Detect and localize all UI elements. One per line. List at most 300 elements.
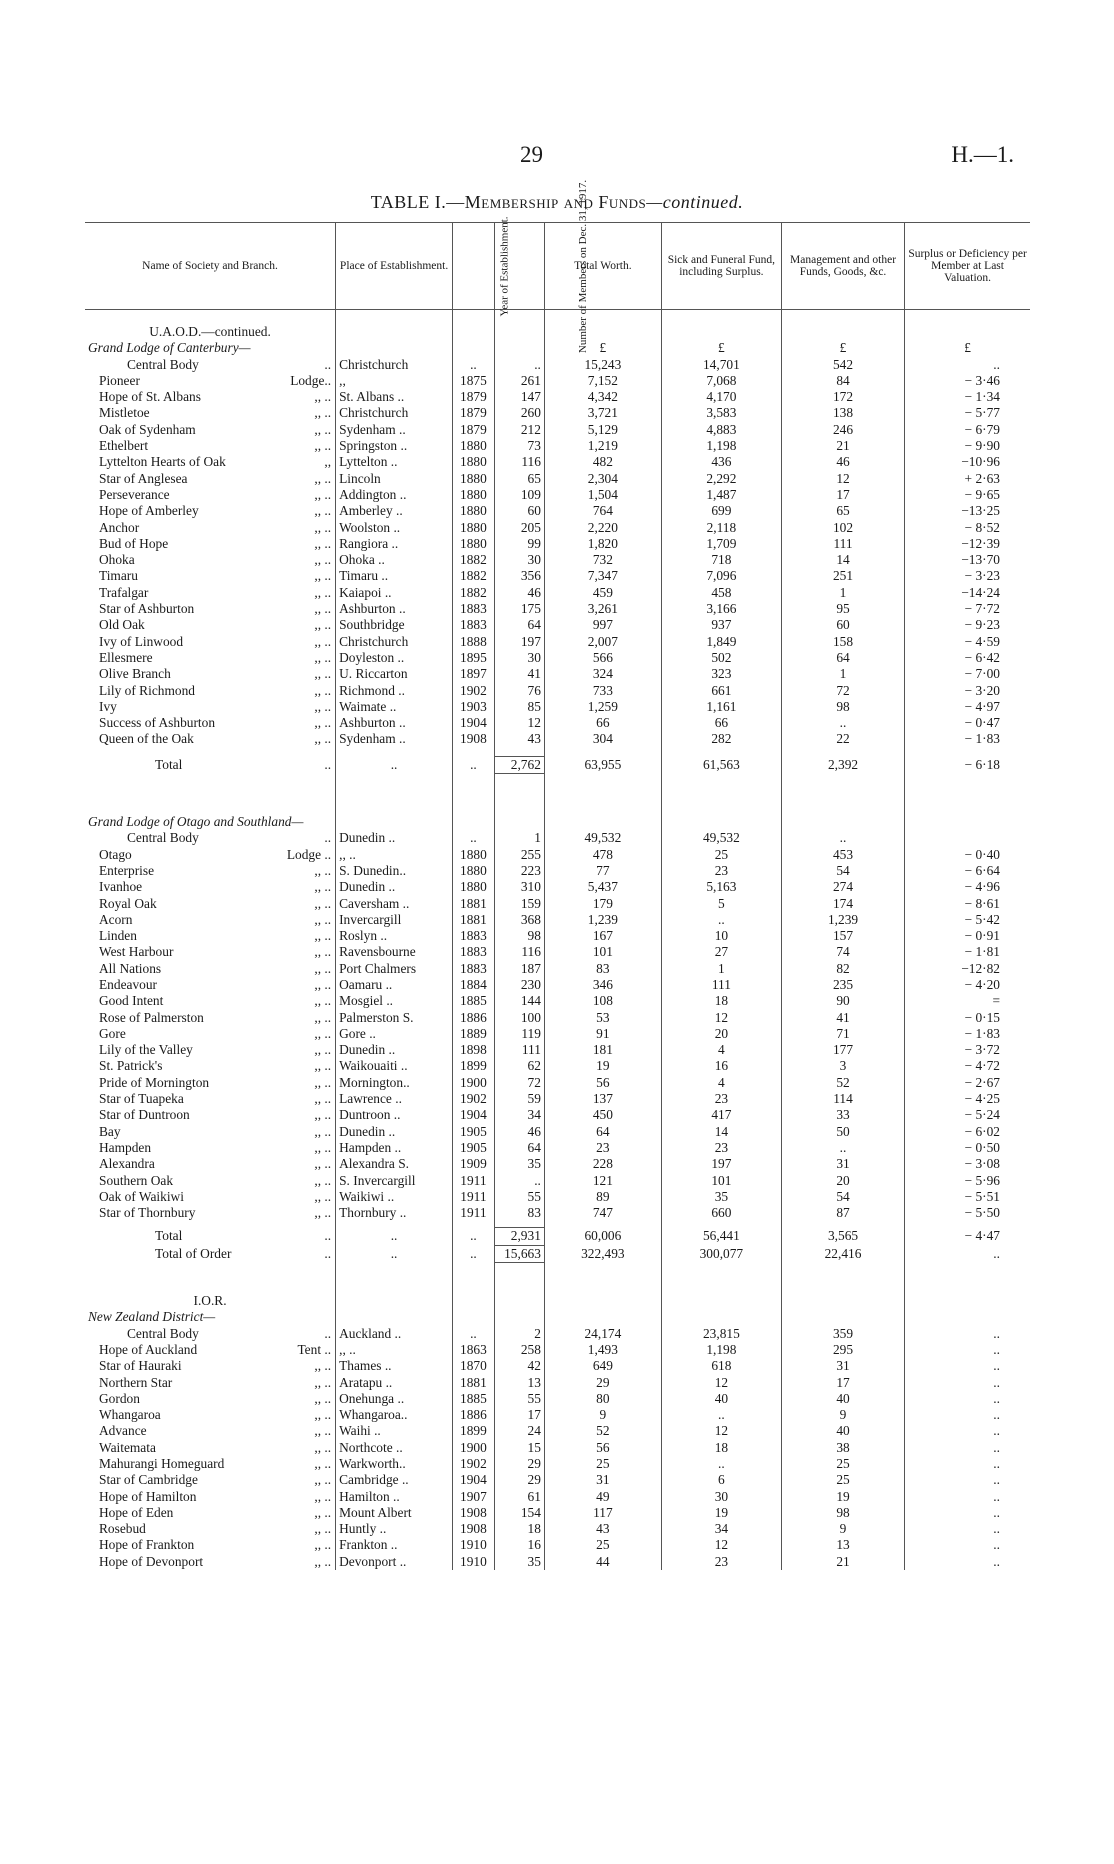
table-row xyxy=(85,1505,1030,1521)
cell-sick: .. xyxy=(661,1456,781,1472)
table-row xyxy=(85,1407,1030,1423)
branch-name-text: Northern Star xyxy=(99,1374,173,1390)
spacer-cell xyxy=(781,1263,904,1294)
total-surplus: .. xyxy=(905,1245,1030,1262)
branch-name xyxy=(85,422,336,438)
cell-surplus: − 7·72 xyxy=(905,601,1030,617)
cell-sick: 12 xyxy=(661,1375,781,1391)
cell-worth: 15,243 xyxy=(544,357,661,373)
order-heading: I.O.R. xyxy=(193,1293,227,1309)
branch-name xyxy=(85,1554,336,1570)
empty-cell xyxy=(661,324,781,340)
branch-name-text: Anchor xyxy=(99,519,140,535)
cell-surplus: − 3·46 xyxy=(905,373,1030,389)
page-number: 29 xyxy=(520,142,543,167)
cell-year: 1870 xyxy=(453,1358,495,1374)
empty-cell xyxy=(494,1309,544,1325)
table-row xyxy=(85,993,1030,1009)
branch-name xyxy=(85,405,336,421)
cell-mgmt: 102 xyxy=(781,520,904,536)
cell-worth: 1,239 xyxy=(544,912,661,928)
cell-place: Lyttelton .. xyxy=(336,454,453,470)
cell-worth: 1,493 xyxy=(544,1342,661,1358)
branch-name xyxy=(85,536,336,552)
cell-place: Onehunga .. xyxy=(336,1391,453,1407)
branch-name xyxy=(85,863,336,879)
cell-worth: 747 xyxy=(544,1205,661,1221)
cell-worth: 764 xyxy=(544,503,661,519)
empty-cell xyxy=(336,814,453,830)
cell-place: Devonport .. xyxy=(336,1554,453,1570)
cell-place: Lawrence .. xyxy=(336,1091,453,1107)
table-row xyxy=(85,1058,1030,1074)
cell-sick: 4,883 xyxy=(661,422,781,438)
branch-name-text: Mistletoe xyxy=(99,405,150,421)
cell-surplus: − 4·96 xyxy=(905,879,1030,895)
branch-suffix: ,, .. xyxy=(314,731,332,747)
branch-suffix: ,, .. xyxy=(314,486,332,502)
empty-cell xyxy=(544,324,661,340)
branch-name-text: Pride of Mornington xyxy=(99,1074,210,1090)
cell-mgmt: 9 xyxy=(781,1521,904,1537)
cell-members: 35 xyxy=(494,1156,544,1172)
cell-sick: 718 xyxy=(661,552,781,568)
cell-place: Thames .. xyxy=(336,1358,453,1374)
cell-mgmt: 1 xyxy=(781,585,904,601)
cell-surplus: − 5·24 xyxy=(905,1107,1030,1123)
cell-mgmt: 22 xyxy=(781,731,904,747)
spacer-cell xyxy=(781,310,904,325)
branch-name-text: Star of Tuapeka xyxy=(99,1091,184,1107)
cell-worth: 732 xyxy=(544,552,661,568)
cell-mgmt: 17 xyxy=(781,487,904,503)
cell-place: Roslyn .. xyxy=(336,928,453,944)
total-sick: 300,077 xyxy=(661,1245,781,1262)
branch-name-text: Ivy of Linwood xyxy=(99,633,184,649)
branch-name xyxy=(85,1042,336,1058)
spacer-cell xyxy=(544,1263,661,1294)
branch-name-text: All Nations xyxy=(99,960,162,976)
spacer-row xyxy=(85,774,1030,815)
empty-cell xyxy=(453,1309,495,1325)
total-dots: .. xyxy=(324,1228,332,1244)
branch-suffix: ,, .. xyxy=(314,1058,332,1074)
cell-surplus: − 9·65 xyxy=(905,487,1030,503)
table-row xyxy=(85,552,1030,568)
cell-mgmt: 84 xyxy=(781,373,904,389)
table-row xyxy=(85,389,1030,405)
cell-surplus: − 4·20 xyxy=(905,977,1030,993)
branch-suffix: ,, .. xyxy=(314,976,332,992)
branch-name-text: Star of Anglesea xyxy=(99,470,188,486)
cell-members: 64 xyxy=(494,617,544,633)
empty-cell xyxy=(336,324,453,340)
branch-name-text: Bay xyxy=(99,1123,121,1139)
cell-year: 1880 xyxy=(453,454,495,470)
cell-surplus: .. xyxy=(905,1489,1030,1505)
branch-suffix: ,, .. xyxy=(314,1156,332,1172)
cell-members: 99 xyxy=(494,536,544,552)
table-row xyxy=(85,1026,1030,1042)
cell-mgmt: 25 xyxy=(781,1472,904,1488)
cell-place: Mornington.. xyxy=(336,1075,453,1091)
cell-members: 83 xyxy=(494,1205,544,1221)
document-reference: H.—1. xyxy=(951,142,1014,167)
branch-name-text: Star of Duntroon xyxy=(99,1107,190,1123)
branch-suffix: .. xyxy=(324,356,332,372)
cell-mgmt: 157 xyxy=(781,928,904,944)
cell-place: Doyleston .. xyxy=(336,650,453,666)
spacer-cell xyxy=(661,1263,781,1294)
cell-members: 258 xyxy=(494,1342,544,1358)
cell-year: 1911 xyxy=(453,1173,495,1189)
cell-worth: 997 xyxy=(544,617,661,633)
cell-year: 1911 xyxy=(453,1189,495,1205)
branch-name xyxy=(85,552,336,568)
branch-name xyxy=(85,912,336,928)
branch-name-text: Advance xyxy=(99,1423,147,1439)
cell-place: Invercargill xyxy=(336,912,453,928)
cell-sick: 6 xyxy=(661,1472,781,1488)
cell-mgmt: 95 xyxy=(781,601,904,617)
branch-name-text: Enterprise xyxy=(99,862,155,878)
cell-worth: 108 xyxy=(544,993,661,1009)
district-heading-row xyxy=(85,1309,1030,1325)
cell-place: Huntly .. xyxy=(336,1521,453,1537)
branch-suffix: ,, .. xyxy=(314,1009,332,1025)
cell-members: 159 xyxy=(494,896,544,912)
cell-members: 116 xyxy=(494,944,544,960)
cell-year: 1880 xyxy=(453,863,495,879)
cell-year: 1908 xyxy=(453,1505,495,1521)
cell-year: 1880 xyxy=(453,879,495,895)
branch-name xyxy=(85,389,336,405)
cell-sick: 20 xyxy=(661,1026,781,1042)
cell-members: 356 xyxy=(494,568,544,584)
cell-mgmt: 72 xyxy=(781,683,904,699)
cell-mgmt: 20 xyxy=(781,1173,904,1189)
cell-sick: 111 xyxy=(661,977,781,993)
cell-place: Waikiwi .. xyxy=(336,1189,453,1205)
branch-name xyxy=(85,1472,336,1488)
branch-name-text: Linden xyxy=(99,928,137,944)
cell-worth: 2,304 xyxy=(544,471,661,487)
branch-suffix: .. xyxy=(324,1325,332,1341)
branch-name-text: Oak of Waikiwi xyxy=(99,1188,184,1204)
cell-mgmt: 41 xyxy=(781,1010,904,1026)
table-row xyxy=(85,422,1030,438)
cell-surplus: .. xyxy=(905,1521,1030,1537)
branch-name xyxy=(85,1391,336,1407)
branch-name-text: Queen of the Oak xyxy=(99,731,194,747)
cell-worth: 2,007 xyxy=(544,634,661,650)
empty-cell xyxy=(453,340,495,356)
cell-place: Warkworth.. xyxy=(336,1456,453,1472)
table-row xyxy=(85,1326,1030,1342)
branch-name xyxy=(85,454,336,470)
cell-surplus: − 0·47 xyxy=(905,715,1030,731)
branch-suffix: ,, .. xyxy=(314,911,332,927)
cell-members: 35 xyxy=(494,1554,544,1570)
cell-place: Amberley .. xyxy=(336,503,453,519)
col-header-sick: Sick and Funeral Fund, including Surplus. xyxy=(661,223,781,310)
title-caps: Membership and Funds xyxy=(464,192,647,212)
total-dots: .. xyxy=(324,1245,332,1261)
cell-mgmt: 71 xyxy=(781,1026,904,1042)
branch-suffix: ,, .. xyxy=(314,649,332,665)
cell-mgmt: 40 xyxy=(781,1423,904,1439)
cell-mgmt: 9 xyxy=(781,1407,904,1423)
cell-year: 1911 xyxy=(453,1205,495,1221)
cell-surplus: − 5·42 xyxy=(905,912,1030,928)
cell-year: 1905 xyxy=(453,1124,495,1140)
table-row xyxy=(85,1091,1030,1107)
total-mgmt: 22,416 xyxy=(781,1245,904,1262)
lodge-heading: Grand Lodge of Otago and Southland— xyxy=(88,814,304,830)
cell-worth: 304 xyxy=(544,731,661,747)
branch-name xyxy=(85,1407,336,1423)
cell-worth: 64 xyxy=(544,1124,661,1140)
branch-suffix: ,, .. xyxy=(314,715,332,731)
cell-mgmt: 235 xyxy=(781,977,904,993)
cell-mgmt: 90 xyxy=(781,993,904,1009)
cell-mgmt: 21 xyxy=(781,1554,904,1570)
cell-place: Ravensbourne xyxy=(336,944,453,960)
branch-suffix: ,, .. xyxy=(314,1091,332,1107)
branch-suffix: ,, .. xyxy=(314,1042,332,1058)
cell-place: Timaru .. xyxy=(336,568,453,584)
branch-name xyxy=(85,1058,336,1074)
cell-sick: 49,532 xyxy=(661,830,781,846)
cell-sick: 5 xyxy=(661,896,781,912)
cell-surplus: − 0·91 xyxy=(905,928,1030,944)
empty-cell xyxy=(544,1309,661,1325)
cell-year: 1904 xyxy=(453,1472,495,1488)
table-row xyxy=(85,863,1030,879)
cell-surplus: − 4·97 xyxy=(905,699,1030,715)
cell-members: 116 xyxy=(494,454,544,470)
cell-sick: 1,709 xyxy=(661,536,781,552)
spacer-cell xyxy=(905,310,1030,325)
cell-year: 1900 xyxy=(453,1440,495,1456)
cell-year: 1909 xyxy=(453,1156,495,1172)
cell-members: .. xyxy=(494,357,544,373)
cell-members: 187 xyxy=(494,961,544,977)
cell-surplus: − 3·08 xyxy=(905,1156,1030,1172)
branch-name-text: Lyttelton Hearts of Oak xyxy=(99,454,226,470)
branch-name-text: Timaru xyxy=(99,568,138,584)
empty-cell xyxy=(494,340,544,356)
branch-suffix: ,, .. xyxy=(314,438,332,454)
cell-worth: 1,259 xyxy=(544,699,661,715)
empty-cell xyxy=(661,1309,781,1325)
header-row xyxy=(85,223,1030,310)
branch-name-text: Ohoka xyxy=(99,552,135,568)
total-members: 2,762 xyxy=(494,756,544,773)
cell-members: 109 xyxy=(494,487,544,503)
cell-sick: 3,166 xyxy=(661,601,781,617)
cell-year: 1875 xyxy=(453,373,495,389)
spacer-cell xyxy=(905,1263,1030,1294)
cell-worth: 478 xyxy=(544,847,661,863)
empty-cell xyxy=(905,1293,1030,1309)
cell-sick: 502 xyxy=(661,650,781,666)
cell-worth: 324 xyxy=(544,666,661,682)
cell-members: 41 xyxy=(494,666,544,682)
branch-suffix: ,, .. xyxy=(314,1504,332,1520)
cell-surplus: − 5·96 xyxy=(905,1173,1030,1189)
cell-worth: 459 xyxy=(544,585,661,601)
cell-year: 1879 xyxy=(453,405,495,421)
branch-name-text: Old Oak xyxy=(99,617,145,633)
table-row xyxy=(85,896,1030,912)
total-label-text: Total xyxy=(155,1228,183,1244)
order-heading-row xyxy=(85,1293,1030,1309)
cell-members: 175 xyxy=(494,601,544,617)
cell-year: 1881 xyxy=(453,1375,495,1391)
table-row xyxy=(85,1075,1030,1091)
cell-worth: 44 xyxy=(544,1554,661,1570)
cell-worth: 24,174 xyxy=(544,1326,661,1342)
cell-mgmt: 65 xyxy=(781,503,904,519)
spacer-cell xyxy=(336,310,453,325)
branch-suffix: ,, .. xyxy=(314,1172,332,1188)
cell-members: 30 xyxy=(494,552,544,568)
cell-sick: 1,198 xyxy=(661,1342,781,1358)
branch-name-text: Lily of Richmond xyxy=(99,682,195,698)
spacer-cell xyxy=(494,748,544,757)
cell-mgmt: 64 xyxy=(781,650,904,666)
cell-sick: 197 xyxy=(661,1156,781,1172)
cell-sick: 12 xyxy=(661,1010,781,1026)
branch-suffix: ,, .. xyxy=(314,1439,332,1455)
cell-mgmt: 33 xyxy=(781,1107,904,1123)
cell-worth: 121 xyxy=(544,1173,661,1189)
branch-suffix: ,, .. xyxy=(314,1358,332,1374)
cell-surplus: − 9·23 xyxy=(905,617,1030,633)
cell-place: Palmerston S. xyxy=(336,1010,453,1026)
cell-place: Woolston .. xyxy=(336,520,453,536)
branch-name-text: Bud of Hope xyxy=(99,535,169,551)
branch-name xyxy=(85,503,336,519)
empty-cell xyxy=(453,324,495,340)
branch-name xyxy=(85,1342,336,1358)
branch-suffix: ,, .. xyxy=(314,568,332,584)
table-row xyxy=(85,1472,1030,1488)
spacer-cell xyxy=(544,310,661,325)
total-label-text: Total xyxy=(155,756,183,772)
total-members: 15,663 xyxy=(494,1245,544,1262)
cell-year: 1907 xyxy=(453,1489,495,1505)
cell-mgmt: 542 xyxy=(781,357,904,373)
cell-place: Richmond .. xyxy=(336,683,453,699)
cell-mgmt: 251 xyxy=(781,568,904,584)
cell-members: 212 xyxy=(494,422,544,438)
cell-sick: 30 xyxy=(661,1489,781,1505)
cell-members: 147 xyxy=(494,389,544,405)
cell-worth: 49 xyxy=(544,1489,661,1505)
spacer-cell xyxy=(453,748,495,757)
order-heading: U.A.O.D.—continued. xyxy=(149,324,271,339)
branch-name xyxy=(85,1423,336,1439)
spacer-row xyxy=(85,748,1030,757)
branch-suffix: ,, .. xyxy=(314,1374,332,1390)
spacer-cell xyxy=(336,774,453,815)
branch-name-text: Central Body xyxy=(127,1325,199,1341)
table-row xyxy=(85,666,1030,682)
cell-members: 15 xyxy=(494,1440,544,1456)
cell-sick: 66 xyxy=(661,715,781,731)
cell-worth: 5,437 xyxy=(544,879,661,895)
cell-worth: 23 xyxy=(544,1140,661,1156)
table-body xyxy=(85,310,1030,1571)
cell-surplus: −12·39 xyxy=(905,536,1030,552)
cell-place: Waikouaiti .. xyxy=(336,1058,453,1074)
total-worth: 322,493 xyxy=(544,1245,661,1262)
cell-year: 1880 xyxy=(453,847,495,863)
col-header-surplus: Surplus or Deficiency per Member at Last Valuation. xyxy=(905,223,1030,310)
cell-surplus: − 1·34 xyxy=(905,389,1030,405)
cell-year: .. xyxy=(453,1326,495,1342)
cell-mgmt: 1,239 xyxy=(781,912,904,928)
spacer-cell xyxy=(85,774,336,815)
branch-name xyxy=(85,1010,336,1026)
branch-name xyxy=(85,1375,336,1391)
spacer-cell xyxy=(494,1263,544,1294)
branch-suffix: ,, .. xyxy=(314,1456,332,1471)
cell-members: 98 xyxy=(494,928,544,944)
branch-name-text: Otago xyxy=(99,846,132,862)
table-row xyxy=(85,847,1030,863)
branch-suffix: ,, .. xyxy=(314,1123,332,1139)
branch-suffix: ,, .. xyxy=(314,503,332,519)
cell-mgmt: 19 xyxy=(781,1489,904,1505)
branch-suffix: ,, .. xyxy=(314,879,332,895)
empty-cell xyxy=(905,814,1030,830)
cell-year: 1885 xyxy=(453,1391,495,1407)
branch-name xyxy=(85,357,336,373)
cell-worth: 53 xyxy=(544,1010,661,1026)
branch-name xyxy=(85,879,336,895)
cell-sick: 23 xyxy=(661,1554,781,1570)
cell-sick: 23 xyxy=(661,863,781,879)
currency-mark: £ xyxy=(781,340,904,356)
cell-surplus: = xyxy=(905,993,1030,1009)
cell-sick: 2,292 xyxy=(661,471,781,487)
col-header-year xyxy=(453,216,511,317)
branch-suffix: ,, .. xyxy=(314,682,332,698)
branch-name-text: Alexandra xyxy=(99,1156,155,1172)
cell-members: 12 xyxy=(494,715,544,731)
cell-year: 1881 xyxy=(453,912,495,928)
cell-place: Addington .. xyxy=(336,487,453,503)
branch-suffix: ,, .. xyxy=(314,993,332,1009)
cell-place: Lincoln xyxy=(336,471,453,487)
cell-worth: 167 xyxy=(544,928,661,944)
cell-year: 1904 xyxy=(453,715,495,731)
branch-suffix: ,, xyxy=(324,454,332,470)
total-place: .. xyxy=(336,1245,453,1262)
cell-worth: 56 xyxy=(544,1440,661,1456)
spacer-cell xyxy=(453,1263,495,1294)
empty-cell xyxy=(661,814,781,830)
col-header-year-text: Year of Establishment. xyxy=(498,216,511,317)
cell-year: 1863 xyxy=(453,1342,495,1358)
cell-sick: 436 xyxy=(661,454,781,470)
branch-name-text: West Harbour xyxy=(99,944,174,960)
table-row xyxy=(85,912,1030,928)
cell-surplus: − 1·81 xyxy=(905,944,1030,960)
